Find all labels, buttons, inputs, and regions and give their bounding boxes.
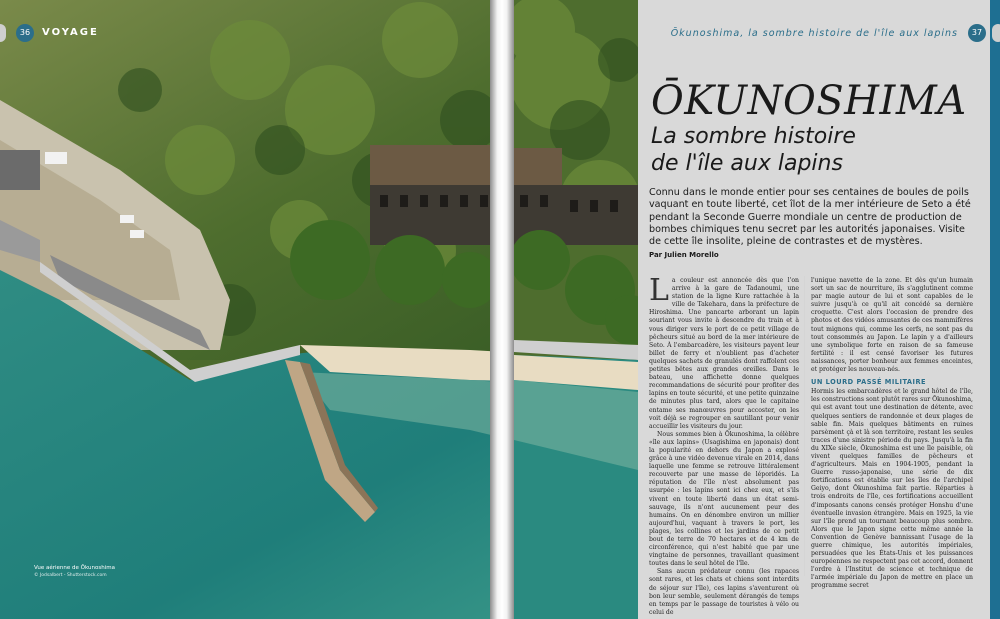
- page-edge-marker-right: [992, 24, 1000, 42]
- caption-text: Vue aérienne de Ōkunoshima: [34, 565, 115, 571]
- paragraph: Nous sommes bien à Ōkunoshima, la célèbre «île aux lapins» (Usagishima en japonais) dont la popularité en dehors du Japon a explosé grâce à une vidéo devenue virale en 2014, dans laquelle une femme se retrouve littéralement recouverte par une masse de léporidés. La réputation de l'île n'est absolument pas usurpée : les lapins sont ici chez eux, et s'ils vivent en toute liberté dans un état semi-sauvage, ils n'ont aucunement peur des humains. On en dénombre environ un millier aujourd'hui, vaquant à travers le port, les plages, les collines et les jardins de ce petit bout de terre de 70 hectares et de 4 km de circonférence, qui n'est habité que par une vingtaine de personnes, travaillant quasiment toutes dans le seul hôtel de l'île.: [649, 430, 799, 568]
- photo-caption: [34, 565, 115, 579]
- drop-cap: L: [649, 273, 669, 308]
- photo-credit: © Jodsalbert - Shutterstock.com: [34, 573, 107, 578]
- page-gutter: [490, 0, 514, 619]
- aerial-photo-left: [0, 0, 490, 619]
- article-column-2: [811, 277, 973, 591]
- article-lede: Connu dans le monde entier pour ses centaines de boules de poils vaquant en toute liberté, cet îlot de la mer intérieure de Seto a été pendant la Seconde Guerre mondiale un centre de production de bombes chimiques tenu secret par les autorités japonaises. Visite de cette île insolite, pleine de contrastes et de mystères.: [649, 187, 971, 248]
- page-edge-tab: [990, 0, 1000, 619]
- aerial-island-scene: [0, 0, 490, 619]
- aerial-photo-right: [514, 0, 638, 619]
- paragraph-text: a couleur est annoncée dès que l'on arrive à la gare de Tadanoumi, une station de la ligne Kure rattachée à la ville de Takehara, dans la préfecture de Hiroshima. Une pancarte arborant un lapin souriant vous invite à descendre du train et à vous diriger vers le port de ce petit village de pêcheurs situé au bord de la mer intérieure de Seto. À l'embarcadère, les visiteurs payent leur billet de ferry et n'oublient pas d'acheter quelques sachets de granulés dont raffolent ces petites bêtes aux grandes oreilles. Dans le bateau, une affichette donne quelques recommandations de sécurité pour profiter des lapins en toute sécurité, et une petite quinzaine de minutes plus tard, alors que le capitaine entame ses manœuvres pour accoster, on les voit déjà se regrouper en sautillant pour venir accueillir les visiteurs du jour.: [649, 277, 799, 430]
- article-column-1: [649, 273, 799, 617]
- paragraph: [649, 273, 799, 431]
- article-subtitle: [651, 123, 951, 177]
- paragraph: l'unique navette de la zone. Et dès qu'un humain sort un sac de nourriture, ils s'agglutinent comme par magie autour de lui et sont capables de le suivre jusqu'à ce qu'il ait concédé sa dernière croquette. C'est alors l'occasion de prendre des photos et des vidéos amusantes de ces mammifères tout mignons qui, comme les cerfs, ne sont pas du tout consommés au Japon. Le lapin y a d'ailleurs une symbolique forte en raison de sa fameuse fertilité : il est censé favoriser les futures naissances, porter bonheur aux femmes enceintes, et protéger les nouveau-nés.: [811, 277, 973, 374]
- column-divider: [804, 276, 805, 576]
- running-title: Ōkunoshima, la sombre histoire de l'île aux lapins: [670, 28, 958, 39]
- aerial-island-scene-continued: [514, 0, 638, 619]
- article-byline: Par Julien Morello: [649, 251, 719, 259]
- paragraph: Hormis les embarcadères et le grand hôtel de l'île, les constructions sont plutôt rares sur Ōkunoshima, qui est avant tout une destination de détente, avec quelques sentiers de randonnée et deux plages de sable fin. Mais quelques bâtiments en ruines parsèment çà et là son territoire, restant les seules traces d'une sinistre période du pays. Jusqu'à la fin du XIXe siècle, Ōkunoshima est une île paisible, où vivent quelques familles de pêcheurs et d'agriculteurs. Mais en 1904-1905, pendant la Guerre russo-japonaise, une série de dix fortifications est établie sur les îles de l'archipel Geiyo, dont Ōkunoshima fait partie. Réparties à trois endroits de l'île, ces fortifications accueillent d'imposants canons censés protéger Honshu d'une éventuelle invasion étrangère. Mais en 1925, la vie sur l'île prend un tournant beaucoup plus sombre. Alors que le Japon signe cette même année la Convention de Genève bannissant l'usage de la guerre chimique, les autorités impériales, persuadées que les États-Unis et les puissances européennes ne respectent pas cet accord, donnent l'ordre à l'Institut de science et technique de l'armée impériale du Japon de mettre en place un programme secret: [811, 388, 973, 590]
- subtitle-line-1: La sombre histoire: [651, 124, 856, 149]
- subtitle-line-2: de l'île aux lapins: [651, 151, 843, 176]
- section-label: VOYAGE: [42, 27, 99, 38]
- paragraph: Sans aucun prédateur connu (les rapaces sont rares, et les chats et chiens sont interdits de séjour sur l'île), ces lapins s'aventurent où bon leur semble, seulement dérangés de temps en temps par le passage de touristes à vélo ou celui de: [649, 568, 799, 616]
- page-number-left: 36: [16, 24, 34, 42]
- article-title: ŌKUNOSHIMA: [651, 78, 967, 124]
- page-number-right: 37: [968, 24, 986, 42]
- section-subheading: UN LOURD PASSÉ MILITAIRE: [811, 378, 927, 387]
